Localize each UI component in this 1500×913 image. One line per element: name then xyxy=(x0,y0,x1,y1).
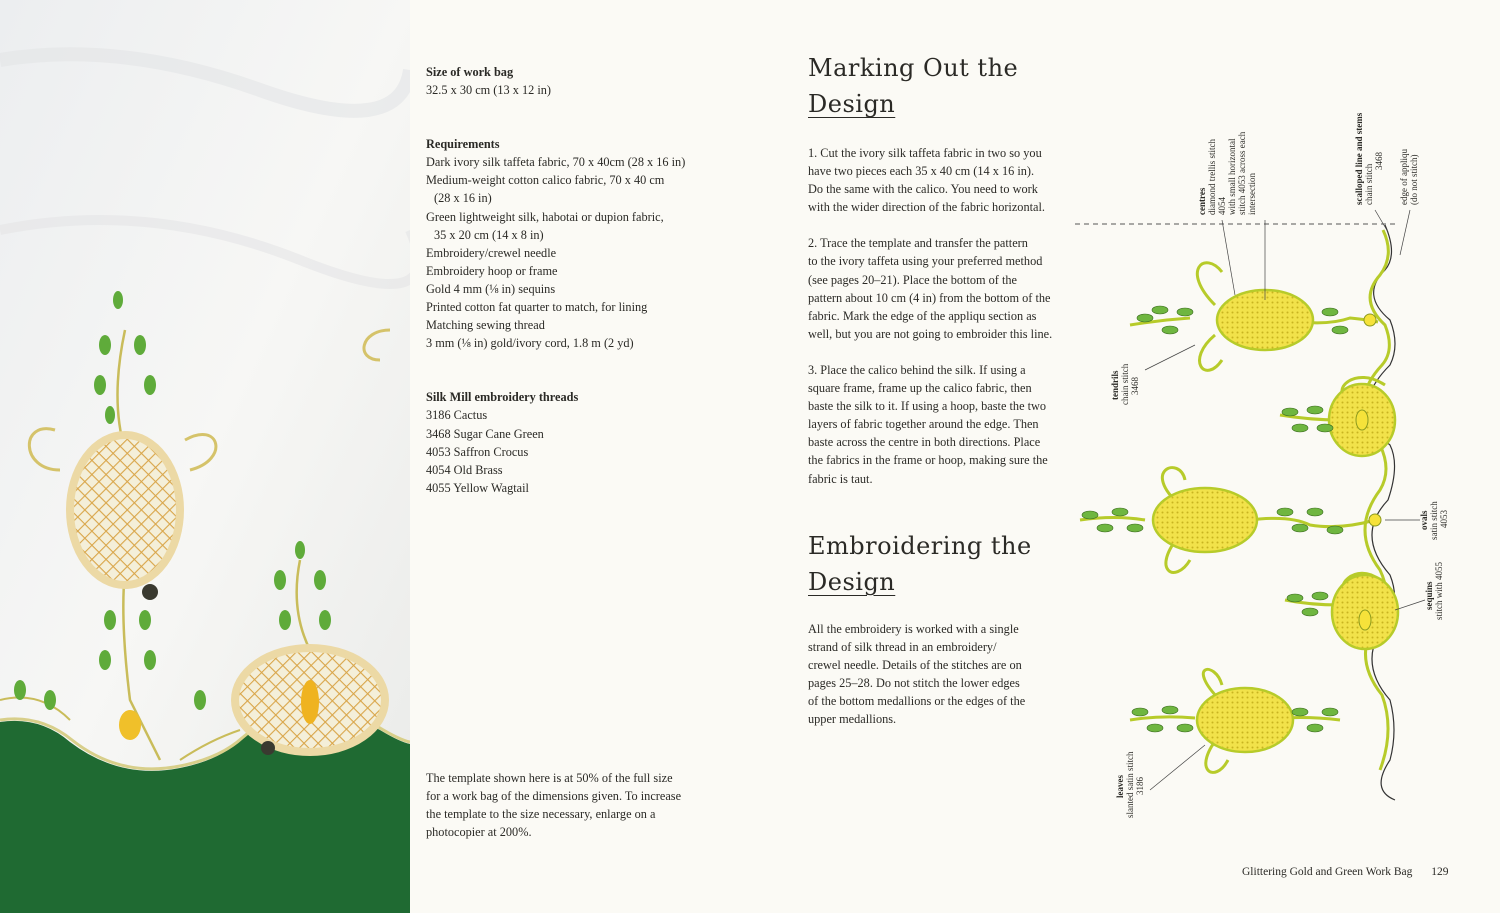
list-item: 3468 Sugar Cane Green xyxy=(426,426,544,441)
list-item: 35 x 20 cm (14 x 8 in) xyxy=(434,227,544,242)
list-item: 4053 Saffron Crocus xyxy=(426,444,529,459)
page-number: 129 xyxy=(1431,866,1449,878)
instructions-column xyxy=(808,50,1063,728)
list-item: 4054 Old Brass xyxy=(426,462,503,477)
note-line: the template to the size necessary, enlarge on a xyxy=(426,807,656,822)
list-item: (28 x 16 in) xyxy=(434,191,492,206)
svg-text:stitch with 4055: stitch with 4055 xyxy=(1434,562,1444,620)
list-item: Printed cotton fat quarter to match, for lining xyxy=(426,300,648,315)
threads-heading: Silk Mill embroidery threads xyxy=(426,390,579,405)
note-line: photocopier at 200%. xyxy=(426,825,532,840)
svg-text:intersection: intersection xyxy=(1247,173,1257,215)
list-item: Medium-weight cotton calico fabric, 70 x 40 cm xyxy=(426,173,665,188)
size-value: 32.5 x 30 cm (13 x 12 in) xyxy=(426,83,552,98)
requirements-list xyxy=(426,153,726,352)
svg-text:(do not stitch): (do not stitch) xyxy=(1409,154,1419,205)
step-1: 1. Cut the ivory silk taffeta fabric in two so you have two pieces each 35 x 40 cm (14 x 16 in). Do the same with the calico. You need to work with the wider direction of the fabric horizontal. xyxy=(808,146,1045,215)
svg-text:diamond trellis stitch: diamond trellis stitch xyxy=(1207,139,1217,215)
note-line: The template shown here is at 50% of the full size xyxy=(426,771,673,785)
template-note xyxy=(426,769,726,841)
label-tendrils: tendrils xyxy=(1110,370,1120,400)
label-applique-edge: edge of appliqu xyxy=(1399,149,1409,205)
embroidering-body: All the embroidery is worked with a single strand of silk thread in an embroidery/ crewel needle. Details of the stitches are on pages 25–28. Do not stitch the lower edges of the bottom medallions or the edges of the upper medallions. xyxy=(808,621,1026,727)
svg-text:chain stitch: chain stitch xyxy=(1364,163,1374,205)
label-leaves: leaves xyxy=(1115,775,1125,798)
label-sequins: sequins xyxy=(1424,581,1434,610)
svg-text:4053: 4053 xyxy=(1439,510,1449,528)
size-heading: Size of work bag xyxy=(426,65,514,79)
list-item: Matching sewing thread xyxy=(426,318,545,333)
marking-heading: Marking Out the Design xyxy=(808,54,1019,118)
list-item: Gold 4 mm (⅛ in) sequins xyxy=(426,281,556,296)
requirements-column xyxy=(426,63,726,497)
embroidery-photo xyxy=(0,0,410,913)
list-item: 3186 Cactus xyxy=(426,408,488,423)
step-2: 2. Trace the template and transfer the pattern to the ivory taffeta using your preferred method (see pages 20–21). Place the bottom of the pattern about 10 cm (4 in) from the bottom of the fabric. Mark the edge of the appliqu section as well, but you are not going to embroider this line. xyxy=(808,236,1053,341)
embroidering-heading: Embroidering the Design xyxy=(808,531,1032,596)
applique-edge xyxy=(1368,225,1396,800)
svg-text:3186: 3186 xyxy=(1135,777,1145,795)
svg-text:4054: 4054 xyxy=(1217,197,1227,215)
svg-text:chain stitch: chain stitch xyxy=(1120,363,1130,405)
running-title: Glittering Gold and Green Work Bag xyxy=(1242,866,1413,878)
svg-text:stitch 4053 across each: stitch 4053 across each xyxy=(1237,131,1247,215)
label-scalloped: scalloped line and stems xyxy=(1354,112,1364,205)
list-item: 4055 Yellow Wagtail xyxy=(426,480,529,495)
svg-text:slanted satin stitch: slanted satin stitch xyxy=(1125,751,1135,818)
page-footer xyxy=(1242,866,1449,878)
svg-text:3468: 3468 xyxy=(1130,377,1140,395)
step-3: 3. Place the calico behind the silk. If using a square frame, frame up the calico fabric, then baste the silk to it. If using a hoop, baste the two layers of fabric together around the edge. Then baste across the centre in both directions. Place the fabrics in the frame or hoop, making sure the fabric is taut. xyxy=(808,362,1048,486)
label-ovals: ovals xyxy=(1419,510,1429,530)
list-item: Green lightweight silk, habotai or dupion fabric, xyxy=(426,209,664,224)
svg-text:with small horizontal: with small horizontal xyxy=(1227,138,1237,215)
list-item: Embroidery hoop or frame xyxy=(426,263,558,278)
list-item: 3 mm (⅛ in) gold/ivory cord, 1.8 m (2 yd) xyxy=(426,336,634,351)
requirements-heading: Requirements xyxy=(426,137,500,152)
list-item: Embroidery/crewel needle xyxy=(426,245,557,260)
label-centres: centres xyxy=(1197,187,1207,215)
svg-text:3468: 3468 xyxy=(1374,152,1384,170)
note-line: for a work bag of the dimensions given. To increase xyxy=(426,789,682,804)
svg-text:satin stitch: satin stitch xyxy=(1429,501,1439,540)
medallions xyxy=(1153,290,1398,752)
template-diagram xyxy=(1070,100,1500,820)
list-item: Dark ivory silk taffeta fabric, 70 x 40cm (28 x 16 in) xyxy=(426,155,686,170)
